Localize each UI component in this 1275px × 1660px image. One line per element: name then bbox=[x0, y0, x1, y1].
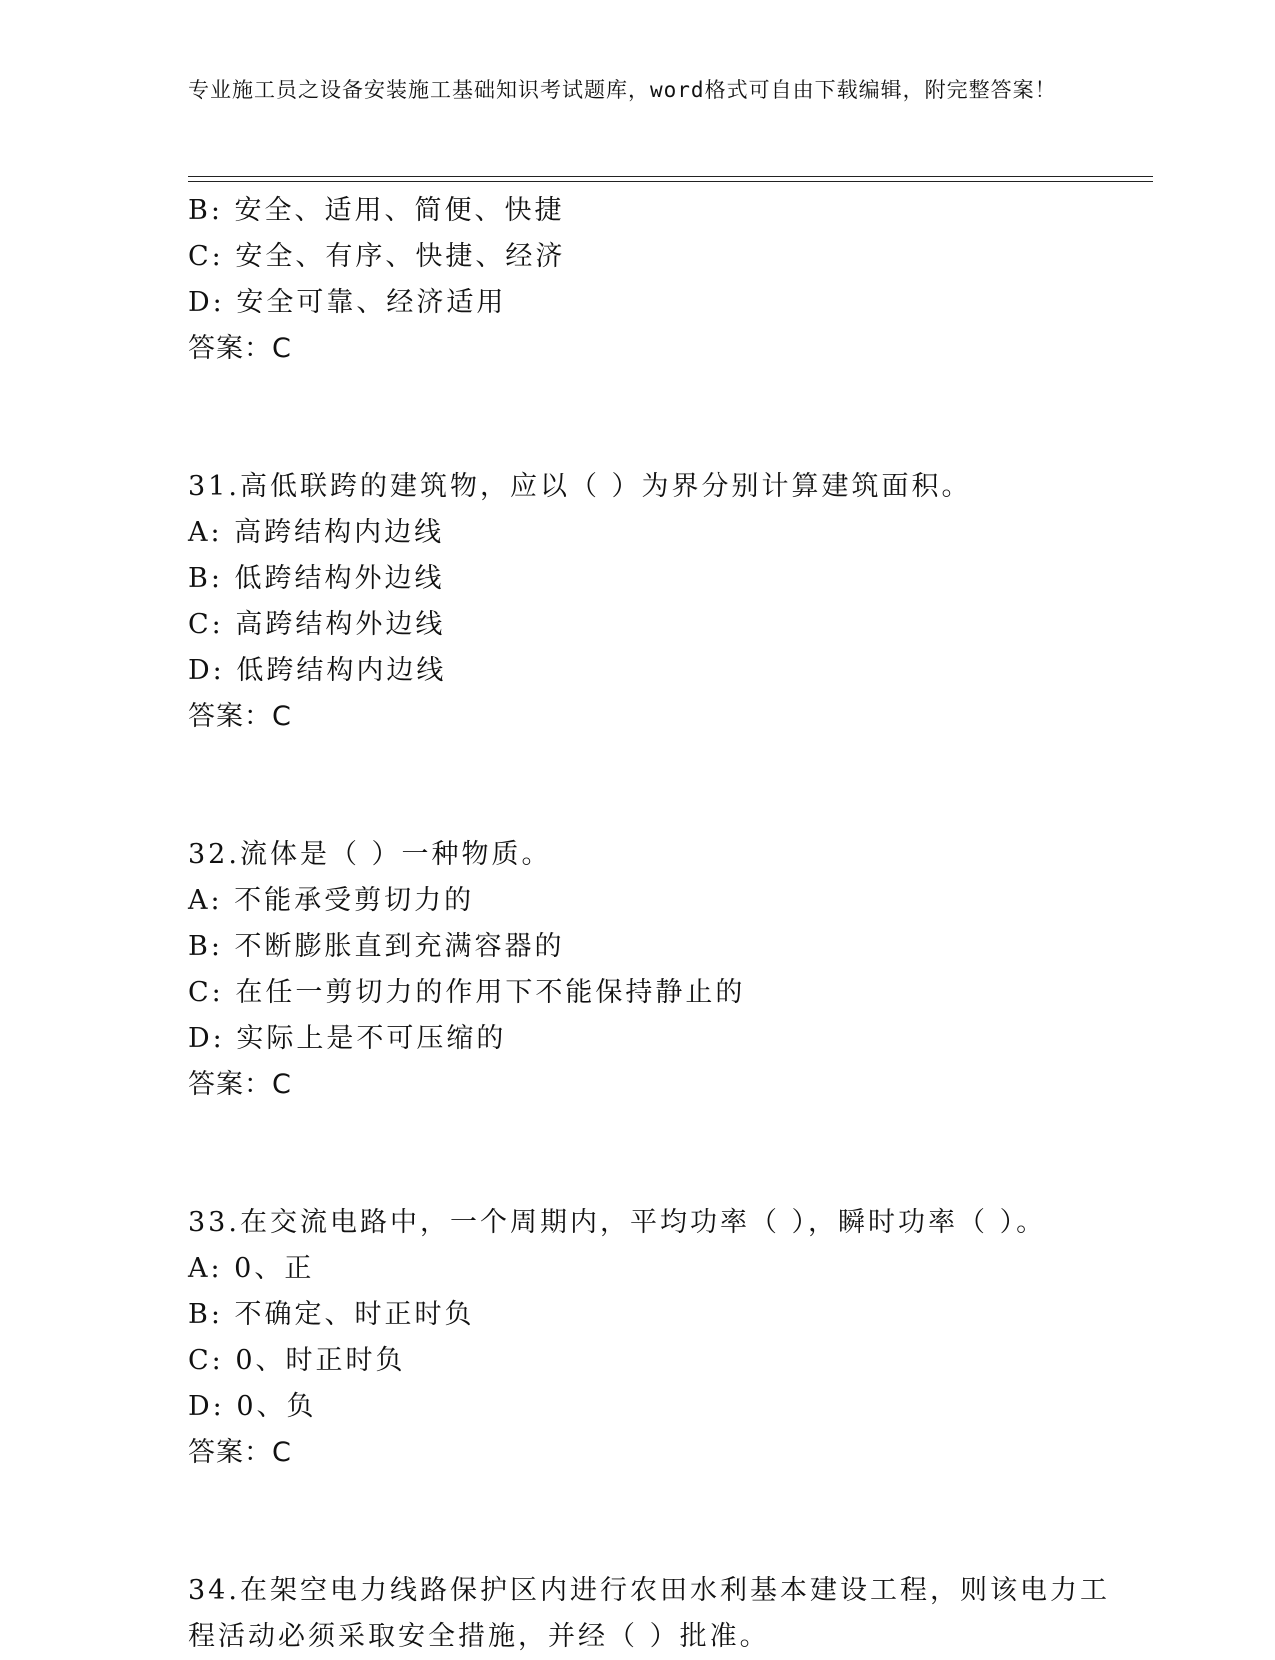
option-c: C: 在任一剪切力的作用下不能保持静止的 bbox=[188, 977, 746, 1008]
option-d: D: 0、负 bbox=[188, 1391, 317, 1422]
option-d: D: 安全可靠、经济适用 bbox=[188, 287, 507, 318]
option-d: D: 低跨结构内边线 bbox=[188, 655, 447, 686]
spacer bbox=[188, 740, 1118, 832]
header-divider-top bbox=[188, 176, 1153, 177]
question-text: 32.流体是（ ）一种物质。 bbox=[188, 839, 552, 870]
question-block-31 bbox=[188, 464, 1118, 740]
option-c: C: 0、时正时负 bbox=[188, 1345, 406, 1376]
option-b: B: 不确定、时正时负 bbox=[188, 1299, 475, 1330]
option-c: C: 安全、有序、快捷、经济 bbox=[188, 241, 566, 272]
option-b: B: 安全、适用、简便、快捷 bbox=[188, 195, 565, 226]
header-divider-bottom bbox=[188, 181, 1153, 182]
option-a: A: 高跨结构内边线 bbox=[188, 517, 445, 548]
question-block-30 bbox=[188, 188, 1118, 372]
question-block-33 bbox=[188, 1200, 1118, 1476]
option-c: C: 高跨结构外边线 bbox=[188, 609, 446, 640]
option-d: D: 实际上是不可压缩的 bbox=[188, 1023, 507, 1054]
option-b: B: 不断膨胀直到充满容器的 bbox=[188, 931, 565, 962]
spacer bbox=[188, 372, 1118, 464]
question-block-34 bbox=[188, 1568, 1118, 1660]
question-text: 31.高低联跨的建筑物，应以（ ）为界分别计算建筑面积。 bbox=[188, 471, 972, 502]
spacer bbox=[188, 1476, 1118, 1568]
option-a: A: 0、正 bbox=[188, 1253, 315, 1284]
document-header: 专业施工员之设备安装施工基础知识考试题库，word格式可自由下载编辑，附完整答案！ bbox=[188, 78, 1057, 102]
question-text: 34.在架空电力线路保护区内进行农田水利基本建设工程，则该电力工程活动必须采取安全措施，并经（ ）批准。 bbox=[188, 1575, 1110, 1652]
question-text: 33.在交流电路中，一个周期内，平均功率（ ），瞬时功率（ ）。 bbox=[188, 1207, 1047, 1238]
question-block-32 bbox=[188, 832, 1118, 1108]
option-a: A: 不能承受剪切力的 bbox=[188, 885, 475, 916]
answer-line: 答案：C bbox=[188, 701, 292, 732]
answer-line: 答案：C bbox=[188, 333, 292, 364]
question-list bbox=[188, 188, 1118, 1660]
option-b: B: 低跨结构外边线 bbox=[188, 563, 445, 594]
spacer bbox=[188, 1108, 1118, 1200]
answer-line: 答案：C bbox=[188, 1437, 292, 1468]
answer-line: 答案：C bbox=[188, 1069, 292, 1100]
